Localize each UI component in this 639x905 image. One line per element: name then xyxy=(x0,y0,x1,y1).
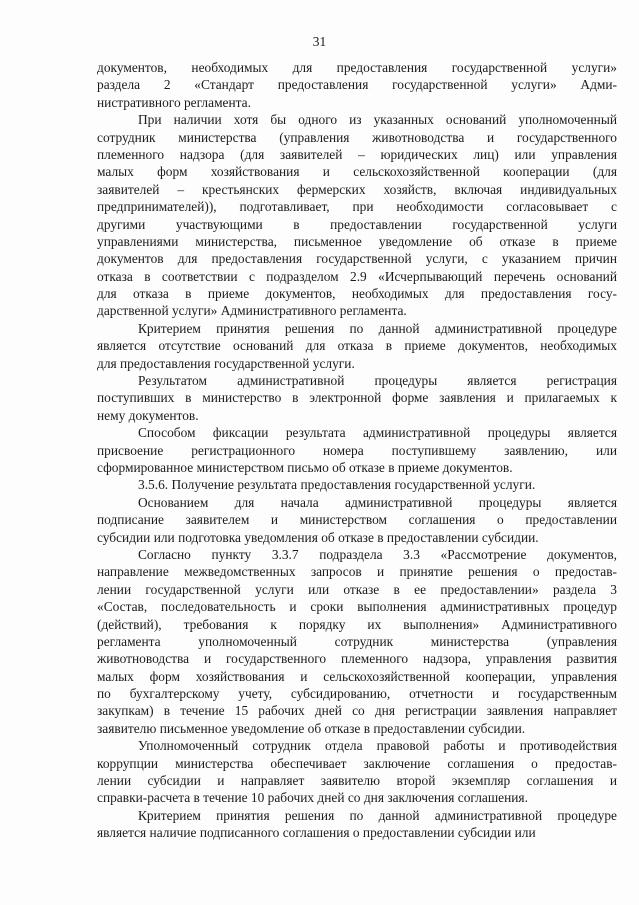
text-line: нему документов. xyxy=(97,407,199,423)
text-line: сотрудник министерства (управления животноводства и государственного xyxy=(97,129,617,145)
text-line: (действий), требования к порядку их выполнения» Административного xyxy=(97,616,617,632)
paragraph xyxy=(97,320,617,372)
text-line: коррупции министерства обеспечивает заключение соглашения о предостав- xyxy=(97,755,617,771)
text-line: поступивших в министерство в электронной форме заявления и прилагаемых к xyxy=(97,390,617,406)
text-line: Основанием для начала административной процедуры является xyxy=(138,494,617,510)
text-line: другими участвующими в предоставлении государственной услуги xyxy=(97,216,617,232)
text-line: присвоение регистрационного номера поступившему заявлению, или xyxy=(97,442,617,458)
text-line: отказа в соответствии с подразделом 2.9 «Исчерпывающий перечень оснований xyxy=(97,268,617,284)
text-line: Критерием принятия решения по данной административной процедуре xyxy=(138,320,617,336)
text-line: животноводства и государственного племенного надзора, управления развития xyxy=(97,651,617,667)
text-line: является отсутствие оснований для отказа в приеме документов, необходимых xyxy=(97,338,617,354)
text-line: управлениями министерства, письменное уведомление об отказе в приеме xyxy=(97,233,617,249)
text-line: Согласно пункту 3.3.7 подраздела 3.3 «Рассмотрение документов, xyxy=(138,546,617,562)
text-line: является наличие подписанного соглашения о предоставлении субсидии или xyxy=(97,825,536,841)
text-line: сформированное министерством письмо об отказе в приеме документов. xyxy=(97,459,513,475)
text-line: лении субсидии и направляет заявителю второй экземпляр соглашения и xyxy=(97,773,617,789)
paragraph xyxy=(97,807,617,842)
document-body xyxy=(97,59,617,842)
paragraph xyxy=(97,737,617,807)
text-line: «Состав, последовательность и сроки выполнения административных процедур xyxy=(97,599,617,615)
text-line: раздела 2 «Стандарт предоставления государственной услуги» Адми- xyxy=(97,77,617,93)
text-line: Критерием принятия решения по данной административной процедуре xyxy=(138,807,617,823)
text-line: для отказа в приеме документов, необходимых для предоставления госу- xyxy=(97,286,617,302)
text-line: дарственной услуги» Административного регламента. xyxy=(97,303,407,319)
paragraph xyxy=(97,476,617,493)
text-line: 3.5.6. Получение результата предоставления государственной услуги. xyxy=(138,477,536,493)
paragraph xyxy=(97,494,617,546)
text-line: При наличии хотя бы одного из указанных оснований уполномоченный xyxy=(138,112,617,128)
text-line: Способом фиксации результата административной процедуры является xyxy=(138,425,617,441)
page-number: 31 xyxy=(312,34,327,49)
text-line: Результатом административной процедуры является регистрация xyxy=(138,373,617,389)
text-line: Уполномоченный сотрудник отдела правовой работы и противодействия xyxy=(138,738,617,754)
paragraph xyxy=(97,546,617,737)
text-line: подписание заявителем и министерством соглашения о предоставлении xyxy=(97,512,617,528)
paragraph xyxy=(97,372,617,424)
text-line: документов, необходимых для предоставления государственной услуги» xyxy=(97,60,617,75)
text-line: заявителю письменное уведомление об отказе в предоставлении субсидии. xyxy=(97,720,526,736)
text-line: малых форм хозяйствования и сельскохозяйственной кооперации, управления xyxy=(97,668,617,684)
text-line: малых форм хозяйствования и сельскохозяйственной кооперации (для xyxy=(97,164,617,180)
text-line: заявителей – крестьянских фермерских хозяйств, включая индивидуальных xyxy=(97,181,617,197)
text-line: закупкам) в течение 15 рабочих дней со дня регистрации заявления направляет xyxy=(97,703,617,719)
text-line: направление межведомственных запросов и принятие решения о предостав- xyxy=(97,564,617,580)
text-line: племенного надзора (для заявителей – юридических лиц) или управления xyxy=(97,146,617,162)
text-line: нистративного регламента. xyxy=(97,94,251,110)
text-line: для предоставления государственной услуги. xyxy=(97,355,355,371)
text-line: документов для предоставления государственной услуги, с указанием причин xyxy=(97,251,617,267)
paragraph xyxy=(97,59,617,111)
paragraph xyxy=(97,111,617,320)
text-line: справки-расчета в течение 10 рабочих дней со дня заключения соглашения. xyxy=(97,790,528,806)
text-line: субсидии или подготовка уведомления об отказе в предоставлении субсидии. xyxy=(97,529,539,545)
text-line: предпринимателей)), подготавливает, при необходимости согласовывает с xyxy=(97,199,617,215)
text-line: по бухгалтерскому учету, субсидированию, отчетности и государственным xyxy=(97,686,617,702)
text-line: лении государственной услуги или отказе в ее предоставлении» раздела 3 xyxy=(97,581,617,597)
paragraph xyxy=(97,424,617,476)
text-line: регламента уполномоченный сотрудник министерства (управления xyxy=(97,633,617,649)
